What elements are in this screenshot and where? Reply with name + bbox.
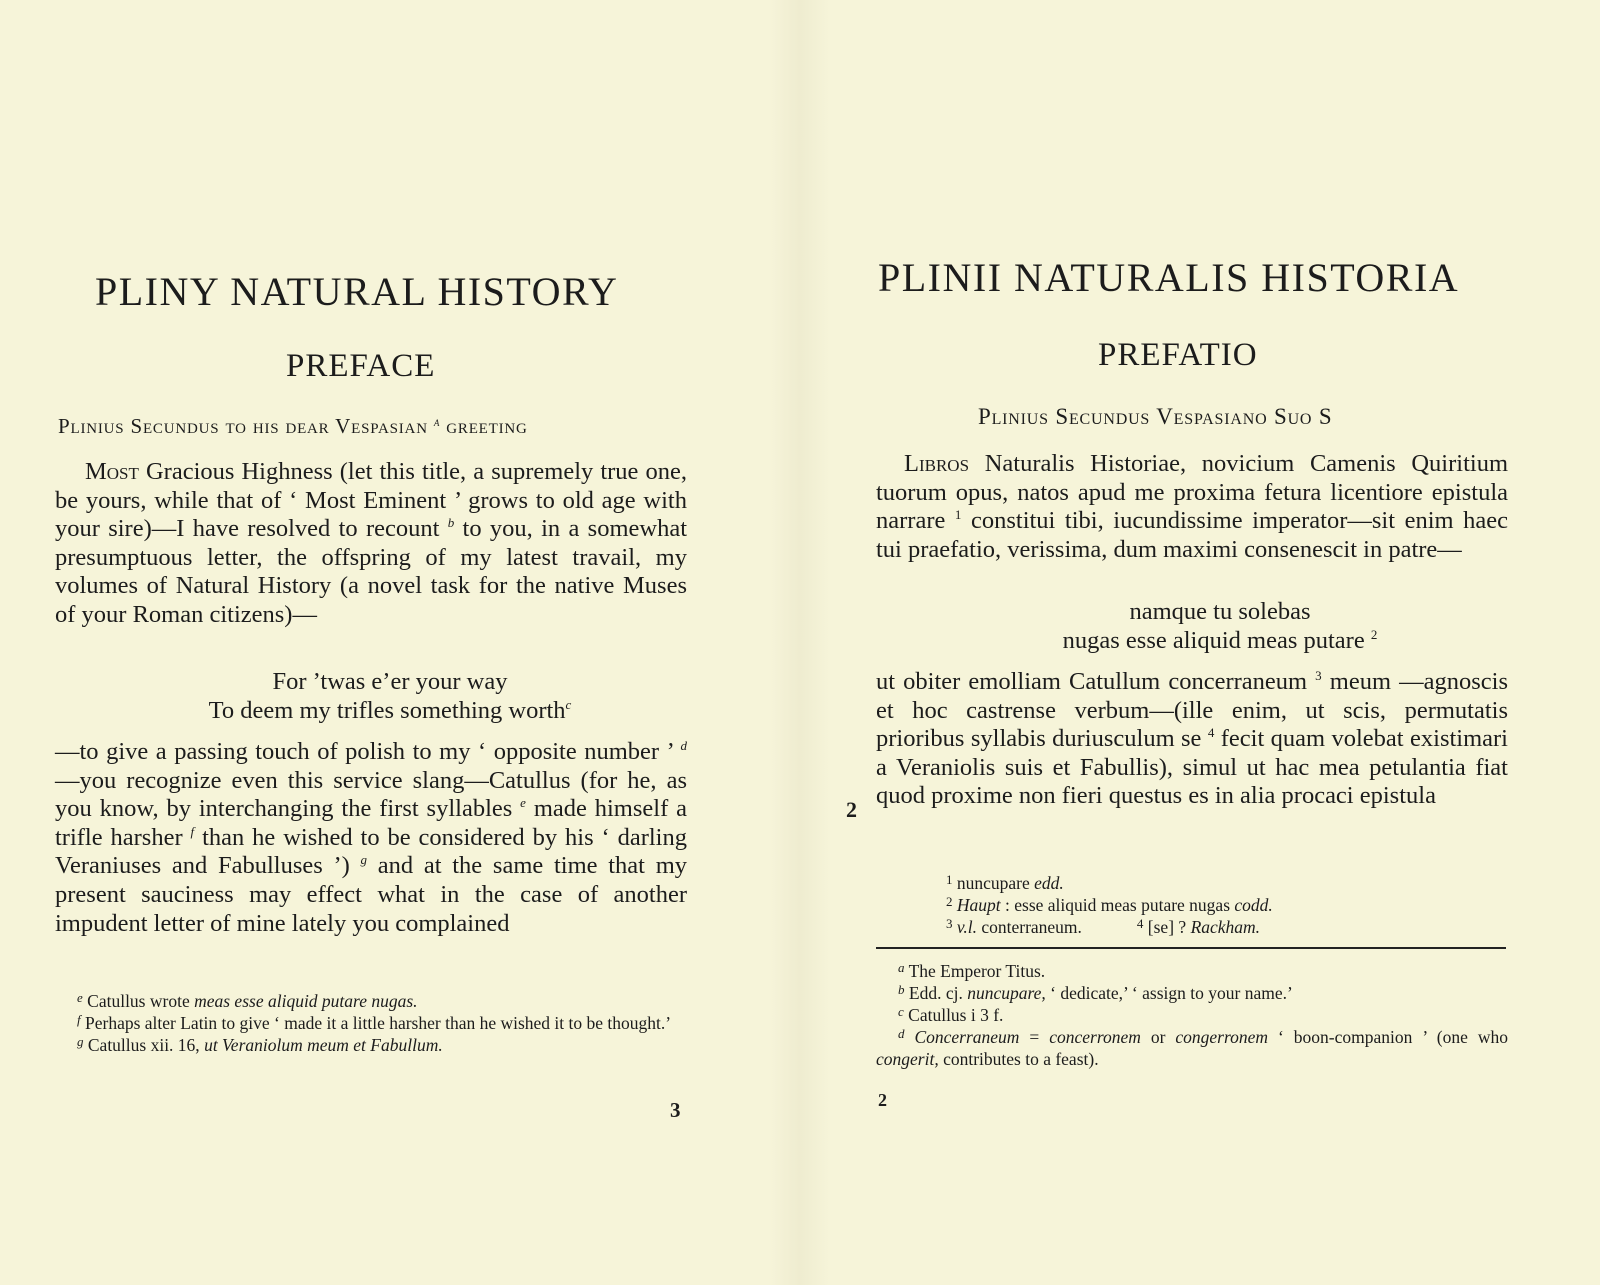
footnotes bbox=[55, 990, 687, 1056]
textual-note-ref-3: 3 bbox=[1315, 668, 1322, 683]
textual-notes bbox=[946, 872, 1506, 938]
footnote-c bbox=[876, 1004, 1508, 1026]
footnote-text: Perhaps alter Latin to give ‘ made it a little harsher than he wished it to be thought.’ bbox=[85, 1013, 672, 1033]
textual-note-2 bbox=[946, 894, 1506, 916]
verse-quote bbox=[980, 598, 1460, 655]
footnote-b bbox=[876, 982, 1508, 1004]
textual-note-ref-2: 2 bbox=[1370, 626, 1378, 642]
right-page bbox=[800, 0, 1600, 1285]
paragraph-text: —you recognize even this service slang—Catullus (for he, as you know, by interchanging the first syllables bbox=[55, 766, 687, 823]
paragraph-text: ut obiter emolliam Catullum concerraneum bbox=[876, 668, 1316, 695]
footnote-italic: nuncupare, bbox=[967, 983, 1046, 1003]
note-italic: Rackham. bbox=[1190, 917, 1261, 937]
note-mark: 4 bbox=[1136, 916, 1144, 931]
verse-line: namque tu solebas bbox=[1129, 598, 1311, 625]
paragraph-text: and at the same time that my present sauciness may effect what in the case of another impudent letter of mine lately you complained bbox=[55, 852, 687, 937]
footnote-f bbox=[55, 1012, 687, 1034]
note-italic: Haupt bbox=[956, 895, 1001, 915]
paragraph-text: —to give a passing touch of polish to my ‘ opposite number ’ bbox=[55, 738, 681, 765]
verse-quote bbox=[140, 668, 640, 725]
footnote-d bbox=[876, 1026, 1508, 1070]
paragraph-text: than he wished to be considered by his ‘ darling Veraniuses and Fabulluses ’) bbox=[55, 823, 687, 880]
note-mark: 2 bbox=[946, 894, 953, 909]
paragraph-text: Naturalis Historiae, novicium Camenis Quiritium tuorum opus, natos apud me proxima fetura licentiore epistula narrare bbox=[876, 450, 1508, 535]
footnote-italic: Concerraneum bbox=[914, 1027, 1020, 1047]
textual-note-3-4 bbox=[946, 916, 1506, 938]
footnote-text: Edd. cj. bbox=[908, 983, 968, 1003]
section-heading: PREFATIO bbox=[1098, 337, 1258, 373]
footnote-mark: f bbox=[77, 1012, 81, 1027]
footnote-italic: congerit, bbox=[876, 1049, 939, 1069]
paragraph-1 bbox=[876, 450, 1508, 564]
verse-line: For ’twas e’er your way bbox=[272, 668, 508, 695]
page-title: PLINY NATURAL HISTORY bbox=[95, 269, 619, 314]
page-title: PLINII NATURALIS HISTORIA bbox=[878, 255, 1460, 300]
textual-note-ref-1: 1 bbox=[954, 507, 962, 523]
footnote-mark: d bbox=[898, 1026, 905, 1041]
footnote-text: contributes to a feast). bbox=[938, 1049, 1099, 1069]
footnote-text: Catullus i 3 f. bbox=[908, 1005, 1004, 1025]
footnotes bbox=[876, 960, 1508, 1070]
footnote-mark: g bbox=[77, 1034, 84, 1049]
note-mark: 3 bbox=[946, 916, 953, 931]
footnote-divider bbox=[876, 947, 1506, 949]
footnote-italic: concerronem bbox=[1049, 1027, 1141, 1047]
note-text: nuncupare bbox=[956, 873, 1035, 893]
footnote-ref-g: g bbox=[360, 852, 368, 868]
note-text: conterraneum. bbox=[976, 917, 1082, 937]
greeting-end: greeting bbox=[446, 414, 528, 438]
paragraph-text: made himself a trifle harsher bbox=[55, 795, 687, 851]
footnote-text: = bbox=[1019, 1027, 1050, 1047]
paragraph-text: fecit quam volebat existimari a Veraniolis suis et Fabullis), simul ut hac mea petulantia fiat quod proxime non fieri questus es in alia procaci epistula bbox=[876, 725, 1508, 810]
greeting-text: Plinius Secundus to his dear Vespasian bbox=[58, 414, 428, 438]
note-text: [se] ? bbox=[1143, 917, 1191, 937]
section-heading: PREFACE bbox=[286, 348, 436, 384]
verse-text: nugas esse aliquid meas putare bbox=[1062, 626, 1365, 654]
paragraph-text: meum —agnoscis et hoc castrense verbum—(ille enim, ut scis, permutatis prioribus syllabis duriusculum se bbox=[876, 668, 1508, 753]
footnote-ref-c: c bbox=[565, 696, 572, 712]
paragraph-text: to you, in a somewhat presumptuous letter, the offspring of my latest travail, my volumes of Natural History (a novel task for the native Muses of your Roman citizens)— bbox=[55, 515, 688, 628]
footnote-ref-e: e bbox=[520, 795, 526, 811]
drop-lead-word: Libros bbox=[904, 450, 970, 477]
footnote-text: ‘ boon-companion ’ (one who bbox=[1268, 1027, 1508, 1047]
left-page bbox=[0, 0, 790, 1285]
drop-lead-word: Most bbox=[85, 458, 139, 485]
footnote-italic: congerronem bbox=[1175, 1027, 1269, 1047]
note-text: : esse aliquid meas putare nugas bbox=[1000, 895, 1235, 915]
footnote-ref-f: f bbox=[190, 823, 195, 839]
footnote-g bbox=[55, 1034, 687, 1056]
paragraph-2 bbox=[876, 668, 1508, 811]
footnote-italic: meas esse aliquid putare nugas. bbox=[194, 991, 418, 1011]
verse-line bbox=[980, 627, 1460, 656]
paragraph-text: Gracious Highness (let this title, a supremely true one, be yours, while that of ‘ Most Eminent ’ grows to old age with your sire)—I have resolved to recount bbox=[55, 458, 687, 543]
footnote-mark: b bbox=[898, 982, 905, 997]
paragraph-1 bbox=[55, 458, 687, 630]
verse-text: To deem my trifles something worth bbox=[208, 696, 566, 724]
footnote-a bbox=[876, 960, 1508, 982]
greeting-line bbox=[58, 414, 528, 439]
verse-line bbox=[140, 697, 640, 726]
textual-note-ref-4: 4 bbox=[1207, 725, 1215, 741]
footnote-ref-b: b bbox=[447, 515, 455, 531]
footnote-italic: ut Veraniolum meum et Fabullum. bbox=[204, 1035, 443, 1055]
note-italic: codd. bbox=[1234, 895, 1273, 915]
note-mark: 1 bbox=[946, 872, 953, 887]
note-italic: v.l. bbox=[956, 917, 977, 937]
footnote-mark: a bbox=[898, 960, 905, 975]
section-marginal-number: 2 bbox=[846, 797, 857, 822]
footnote-text: Catullus xii. 16, bbox=[87, 1035, 205, 1055]
footnote-text: ‘ dedicate,’ ‘ assign to your name.’ bbox=[1045, 983, 1293, 1003]
footnote-ref-d: d bbox=[680, 738, 687, 753]
page-number: 3 bbox=[670, 1098, 681, 1122]
textual-note-1 bbox=[946, 872, 1506, 894]
footnote-text: or bbox=[1140, 1027, 1176, 1047]
greeting-line: Plinius Secundus Vespasiano Suo S bbox=[978, 404, 1333, 429]
footnote-text: Catullus wrote bbox=[87, 991, 195, 1011]
paragraph-text: constitui tibi, iucundissime imperator—sit enim haec tui praefatio, verissima, dum maximi consenescit in patre— bbox=[876, 507, 1508, 563]
page-number: 2 bbox=[878, 1090, 887, 1110]
footnote-text: The Emperor Titus. bbox=[908, 961, 1046, 981]
footnote-mark: e bbox=[77, 990, 83, 1005]
footnote-e bbox=[55, 990, 687, 1012]
paragraph-2 bbox=[55, 738, 687, 938]
footnote-mark: c bbox=[898, 1004, 904, 1019]
note-italic: edd. bbox=[1034, 873, 1064, 893]
footnote-ref-a: a bbox=[433, 414, 441, 429]
